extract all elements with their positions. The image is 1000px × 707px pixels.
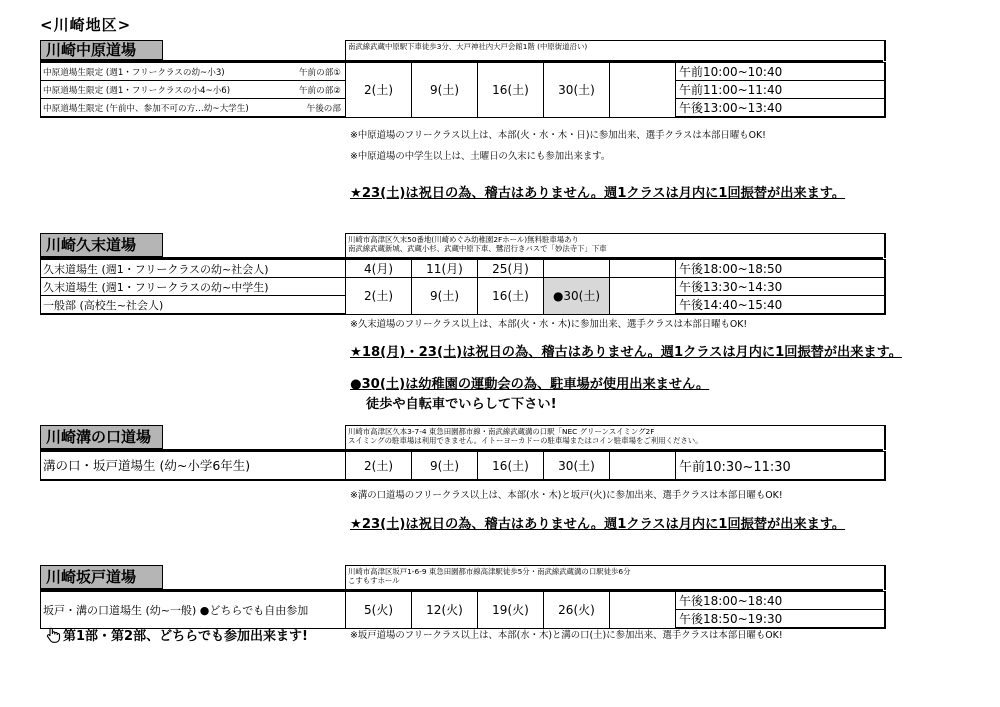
date-cell: 16(土) <box>478 63 544 118</box>
dojo-title: 川崎久末道場 <box>40 233 163 257</box>
holiday-notice: ★23(土)は祝日の為、稽古はありません。週1クラスは月内に1回振替が出来ます。 <box>350 517 846 532</box>
class-label: 久末道場生 (週1・フリークラスの幼~社会人) <box>41 260 346 278</box>
date-cell: 30(土) <box>544 63 610 118</box>
section-sakado <box>40 565 884 625</box>
date-cell: 9(土) <box>412 452 478 480</box>
time-cell: 午後14:40~15:40 <box>676 296 885 315</box>
date-cell: 25(月) <box>478 260 544 278</box>
class-label: 久末道場生 (週1・フリークラスの幼~中学生) <box>41 278 346 296</box>
time-cell: 午前10:30~11:30 <box>676 452 885 480</box>
date-cell <box>610 63 676 118</box>
section-hisasue <box>40 233 884 313</box>
date-cell <box>610 592 676 629</box>
date-cell: 4(月) <box>346 260 412 278</box>
schedule-table <box>40 259 886 315</box>
date-cell: 11(月) <box>412 260 478 278</box>
date-cell: 16(土) <box>478 452 544 480</box>
class-label: 一般部 (高校生~社会人) <box>41 296 346 315</box>
time-cell: 午後13:30~14:30 <box>676 278 885 296</box>
note: ※中原道場のフリークラス以上は、本部(火・水・木・日)に参加出来、選手クラスは本部日曜もOK! <box>350 130 766 141</box>
date-cell: 2(土) <box>346 452 412 480</box>
schedule-table <box>40 62 886 118</box>
time-cell: 午前10:00~10:40 <box>676 63 885 81</box>
section-nakahara <box>40 40 884 120</box>
date-cell: 12(火) <box>412 592 478 629</box>
section-mizonokuchi <box>40 425 884 485</box>
schedule-table <box>40 451 886 481</box>
dojo-address: 川崎市高津区久末50番地(川崎めぐみ幼稚園2Fホール)無料駐車場あり 南武線武蔵新城、武蔵小杉、武蔵中原下車、鷺沼行きバスで「妙法寺下」下車 <box>348 235 607 253</box>
class-label: 中原道場生限定 (週1・フリークラスの幼~小3) 午前の部① <box>41 63 346 81</box>
class-label: 中原道場生限定 (午前中、参加不可の方…幼~大学生) 午後の部 <box>41 99 346 118</box>
date-cell: 5(火) <box>346 592 412 629</box>
date-cell <box>610 278 676 315</box>
dojo-title: 川崎坂戸道場 <box>40 565 163 589</box>
date-cell <box>544 260 610 278</box>
parking-notice: ●30(土)は幼稚園の運動会の為、駐車場が使用出来ません。 <box>350 377 710 392</box>
class-label: 中原道場生限定 (週1・フリークラスの小4~小6) 午前の部② <box>41 81 346 99</box>
note: ※中原道場の中学生以上は、土曜日の久末にも参加出来ます。 <box>350 151 611 162</box>
date-cell <box>610 260 676 278</box>
pointing-hand-icon <box>46 627 61 643</box>
time-cell: 午後13:00~13:40 <box>676 99 885 118</box>
note: ※溝の口道場のフリークラス以上は、本部(水・木)と坂戸(火)に参加出来、選手クラスは本部日曜もOK! <box>350 490 783 501</box>
region-title: <川崎地区> <box>40 16 132 34</box>
dojo-address: 南武線武蔵中原駅下車徒歩3分、大戸神社内大戸会館1階 (中原街道沿い) <box>348 42 588 51</box>
dojo-title: 川崎中原道場 <box>40 40 163 60</box>
note: ※坂戸道場のフリークラス以上は、本部(水・木)と溝の口(土)に参加出来、選手クラスは本部日曜もOK! <box>350 630 783 641</box>
date-cell: 30(土) <box>544 452 610 480</box>
date-cell <box>610 452 676 480</box>
parking-notice-sub: 徒歩や自転車でいらして下さい! <box>366 397 557 412</box>
schedule-table <box>40 591 886 629</box>
holiday-notice: ★18(月)・23(土)は祝日の為、稽古はありません。週1クラスは月内に1回振替が出来ます。 <box>350 345 902 360</box>
holiday-notice: ★23(土)は祝日の為、稽古はありません。週1クラスは月内に1回振替が出来ます。 <box>350 186 846 201</box>
dojo-address: 川崎市高津区久本3-7-4 東急田園都市線・南武線武蔵溝の口駅「NEC グリーンスイミング2F スイミングの駐車場は利用できません。イトーヨーカドーの駐車場またはコイン駐車場をご利用ください。 <box>348 427 703 445</box>
time-cell: 午後18:00~18:50 <box>676 260 885 278</box>
dojo-title: 川崎溝の口道場 <box>40 425 163 449</box>
time-cell: 午前11:00~11:40 <box>676 81 885 99</box>
date-cell: 2(土) <box>346 278 412 315</box>
date-cell-highlight: ●30(土) <box>544 278 610 315</box>
date-cell: 19(火) <box>478 592 544 629</box>
class-label: 溝の口・坂戸道場生 (幼~小学6年生) <box>41 452 346 480</box>
class-label: 坂戸・溝の口道場生 (幼~一般) ●どちらでも自由参加 <box>41 592 346 629</box>
date-cell: 26(火) <box>544 592 610 629</box>
dojo-address: 川崎市高津区坂戸1-6-9 東急田園都市線高津駅徒歩5分・南武線武蔵溝の口駅徒歩6分 こすもすホール <box>348 567 631 585</box>
date-cell: 9(土) <box>412 63 478 118</box>
date-cell: 2(土) <box>346 63 412 118</box>
date-cell: 16(土) <box>478 278 544 315</box>
note: ※久末道場のフリークラス以上は、本部(火・水・木)に参加出来、選手クラスは本部日曜もOK! <box>350 319 748 330</box>
hand-note: 第1部・第2部、どちらでも参加出来ます! <box>46 625 308 644</box>
time-cell: 午後18:50~19:30 <box>676 610 885 629</box>
time-cell: 午後18:00~18:40 <box>676 592 885 610</box>
date-cell: 9(土) <box>412 278 478 315</box>
